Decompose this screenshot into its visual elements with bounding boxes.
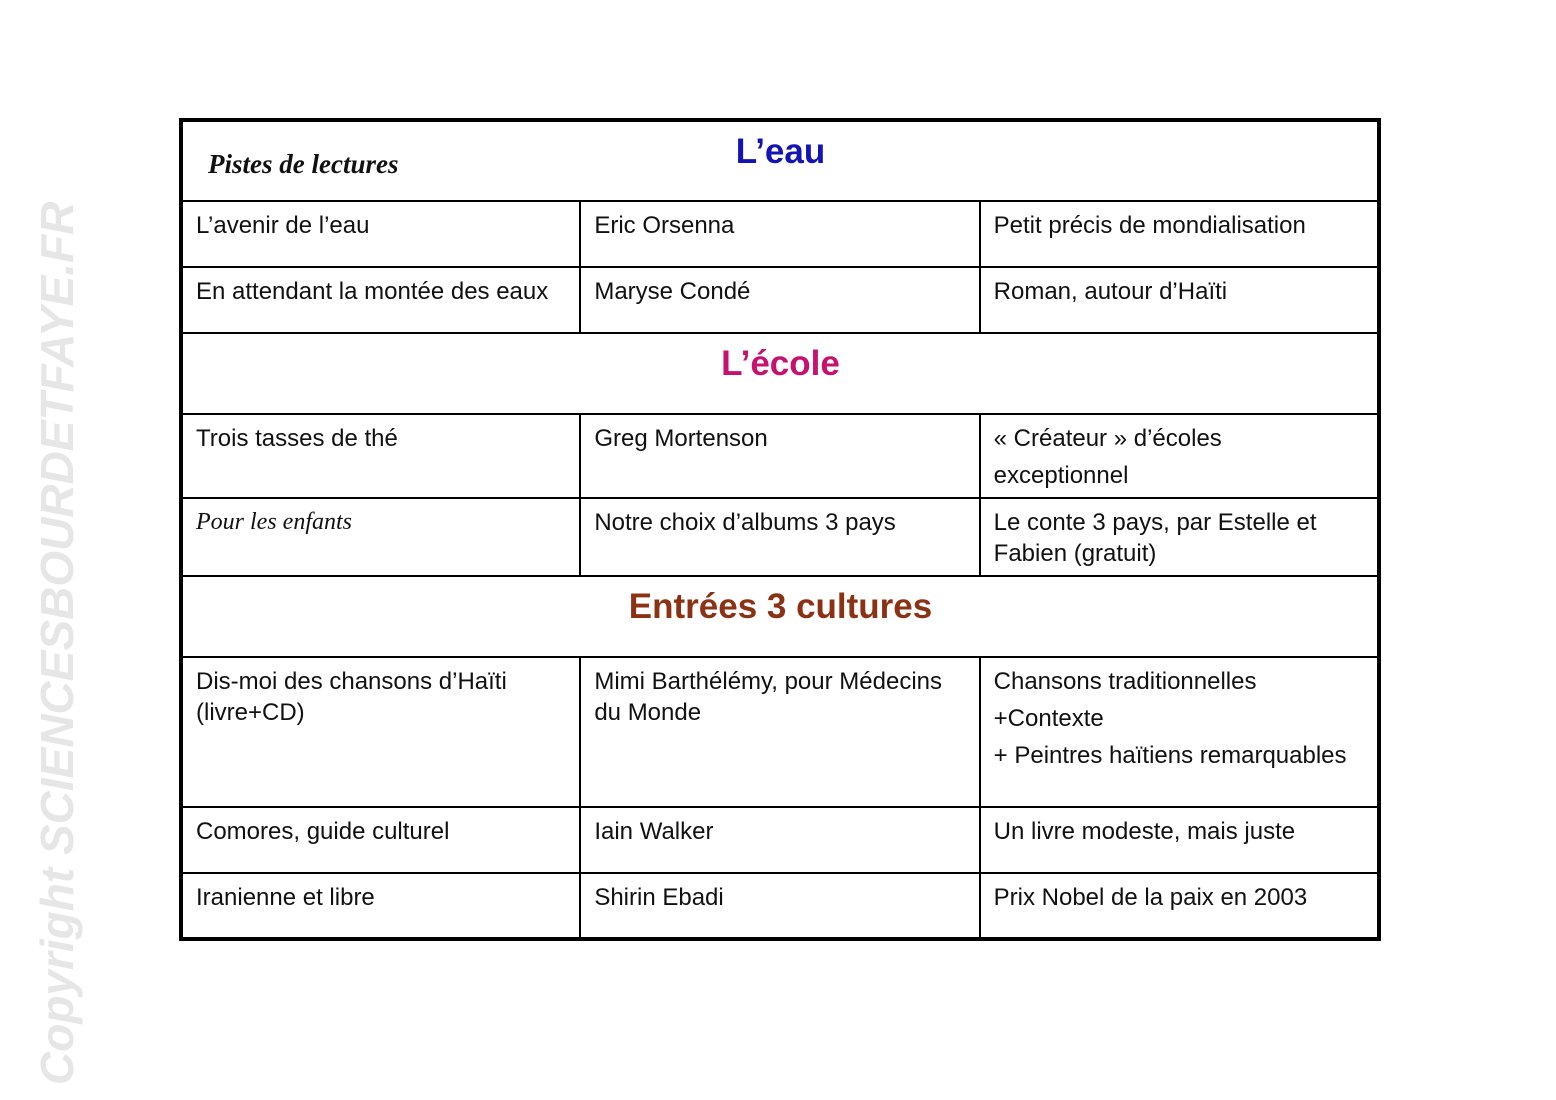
book-note [980,267,1379,333]
book-title: Iranienne et libre [181,873,580,939]
book-note [980,201,1379,267]
book-note [980,414,1379,498]
book-title: Dis-moi des chansons d’Haïti (livre+CD) [181,657,580,807]
book-title: En attendant la montée des eaux [181,267,580,333]
table-header-row [181,120,1379,201]
book-author: Maryse Condé [580,267,979,333]
header-cell [181,120,1379,201]
book-title: Comores, guide culturel [181,807,580,873]
note-line: Chansons traditionnelles [993,668,1257,695]
table-row [181,498,1379,576]
note-line: « Créateur » d’écoles [993,425,1222,452]
book-author: Shirin Ebadi [580,873,979,939]
book-title: L’avenir de l’eau [181,201,580,267]
book-note [980,873,1379,939]
book-author: Notre choix d’albums 3 pays [580,498,979,576]
table-row [181,807,1379,873]
note-line: Petit précis de mondialisation [993,212,1306,239]
section-title-eau: L’eau [735,132,826,171]
note-line: Un livre modeste, mais juste [993,818,1296,845]
book-title: Pour les enfants [181,498,580,576]
note-line: Roman, autour d’Haïti [993,278,1228,305]
book-author: Eric Orsenna [580,201,979,267]
table-row [181,267,1379,333]
note-line: Le conte 3 pays, par Estelle et Fabien (gratuit) [993,509,1317,567]
reading-list-label: Pistes de lectures [208,149,399,179]
section-row [181,576,1379,657]
table-row [181,657,1379,807]
table-row [181,873,1379,939]
section-row [181,333,1379,414]
book-note [980,498,1379,576]
book-author: Greg Mortenson [580,414,979,498]
reading-list-table [179,118,1381,941]
note-line: Prix Nobel de la paix en 2003 [993,884,1308,911]
book-note [980,657,1379,807]
section-title-ecole: L’école [181,333,1379,414]
note-line: + Peintres haïtiens remarquables [993,742,1347,769]
book-author: Iain Walker [580,807,979,873]
book-title: Trois tasses de thé [181,414,580,498]
book-author: Mimi Barthélémy, pour Médecins du Monde [580,657,979,807]
table-row [181,201,1379,267]
section-title-cultures: Entrées 3 cultures [181,576,1379,657]
note-line: +Contexte [993,705,1104,732]
book-note [980,807,1379,873]
table-row [181,414,1379,498]
copyright-watermark: Copyright SCIENCESBOURDETFAYE.FR [31,201,83,1085]
note-line: exceptionnel [993,462,1129,489]
